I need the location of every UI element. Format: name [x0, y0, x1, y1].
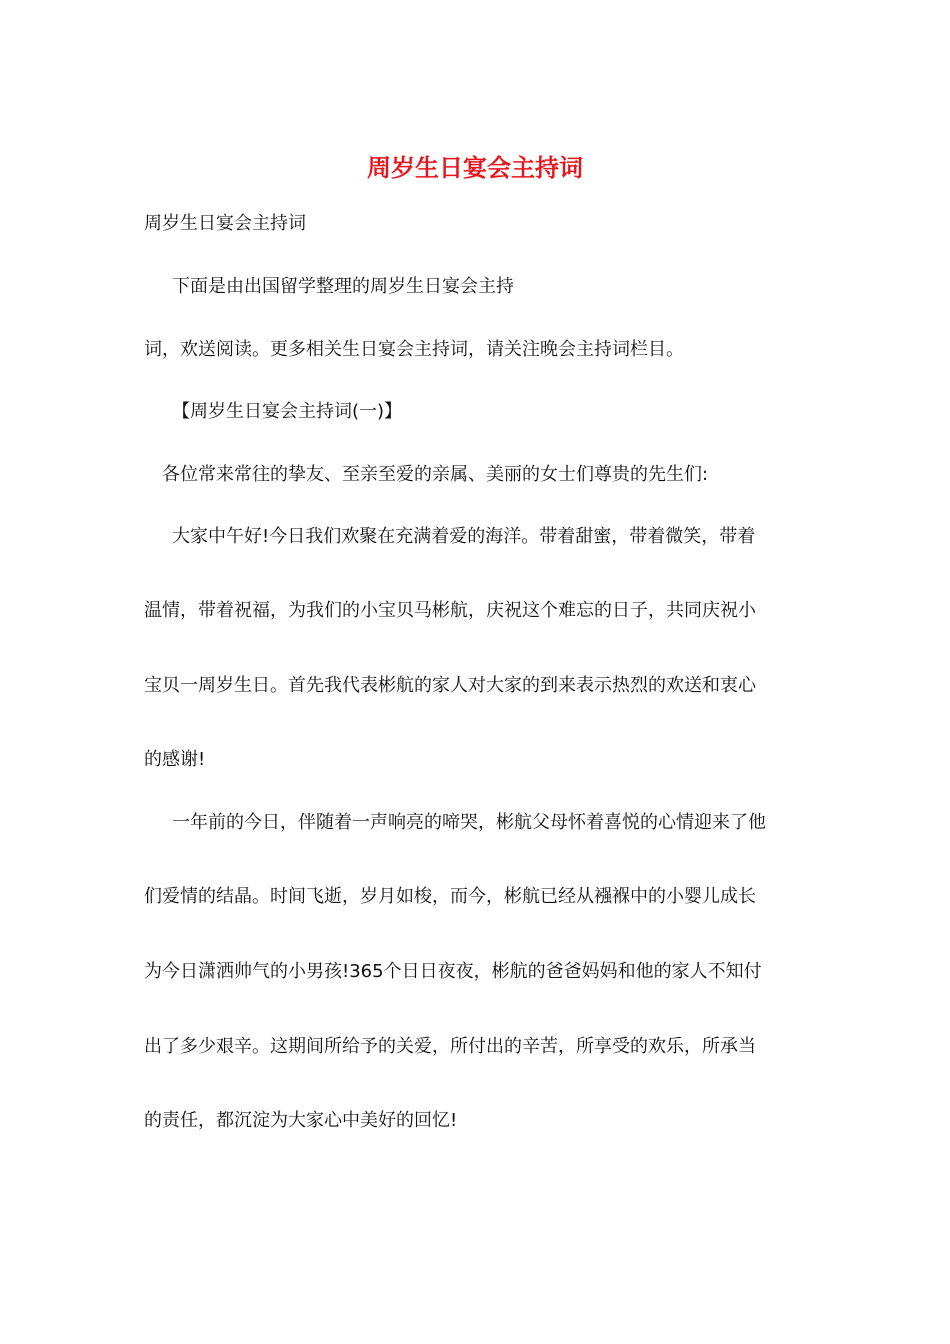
document-title: 周岁生日宴会主持词	[367, 154, 583, 182]
paragraph-1-line-1: 大家中午好!今日我们欢聚在充满着爱的海洋。带着甜蜜，带着微笑，带着	[172, 526, 756, 547]
intro-line-1: 下面是由出国留学整理的周岁生日宴会主持	[172, 276, 514, 297]
greeting-line: 各位常来常往的挚友、至亲至爱的亲属、美丽的女士们尊贵的先生们:	[162, 464, 709, 485]
paragraph-2-line-2: 们爱情的结晶。时间飞逝，岁月如梭，而今，彬航已经从襁褓中的小婴儿成长	[144, 886, 756, 907]
subtitle-line: 周岁生日宴会主持词	[144, 213, 306, 234]
paragraph-1-line-3: 宝贝一周岁生日。首先我代表彬航的家人对大家的到来表示热烈的欢送和衷心	[144, 675, 756, 696]
intro-line-2: 词，欢送阅读。更多相关生日宴会主持词，请关注晚会主持词栏目。	[144, 339, 684, 360]
paragraph-2-line-4: 出了多少艰辛。这期间所给予的关爱，所付出的辛苦，所享受的欢乐，所承当	[144, 1036, 756, 1057]
paragraph-1-line-4: 的感谢!	[144, 749, 206, 770]
paragraph-1-line-2: 温情，带着祝福，为我们的小宝贝马彬航，庆祝这个难忘的日子，共同庆祝小	[144, 600, 756, 621]
paragraph-2-line-1: 一年前的今日，伴随着一声响亮的啼哭，彬航父母怀着喜悦的心情迎来了他	[172, 812, 766, 833]
paragraph-2-line-3: 为今日潇洒帅气的小男孩!365个日日夜夜，彬航的爸爸妈妈和他的家人不知付	[144, 961, 762, 982]
paragraph-2-line-5: 的责任，都沉淀为大家心中美好的回忆!	[144, 1110, 458, 1131]
section-heading: 【周岁生日宴会主持词(一)】	[172, 401, 403, 422]
